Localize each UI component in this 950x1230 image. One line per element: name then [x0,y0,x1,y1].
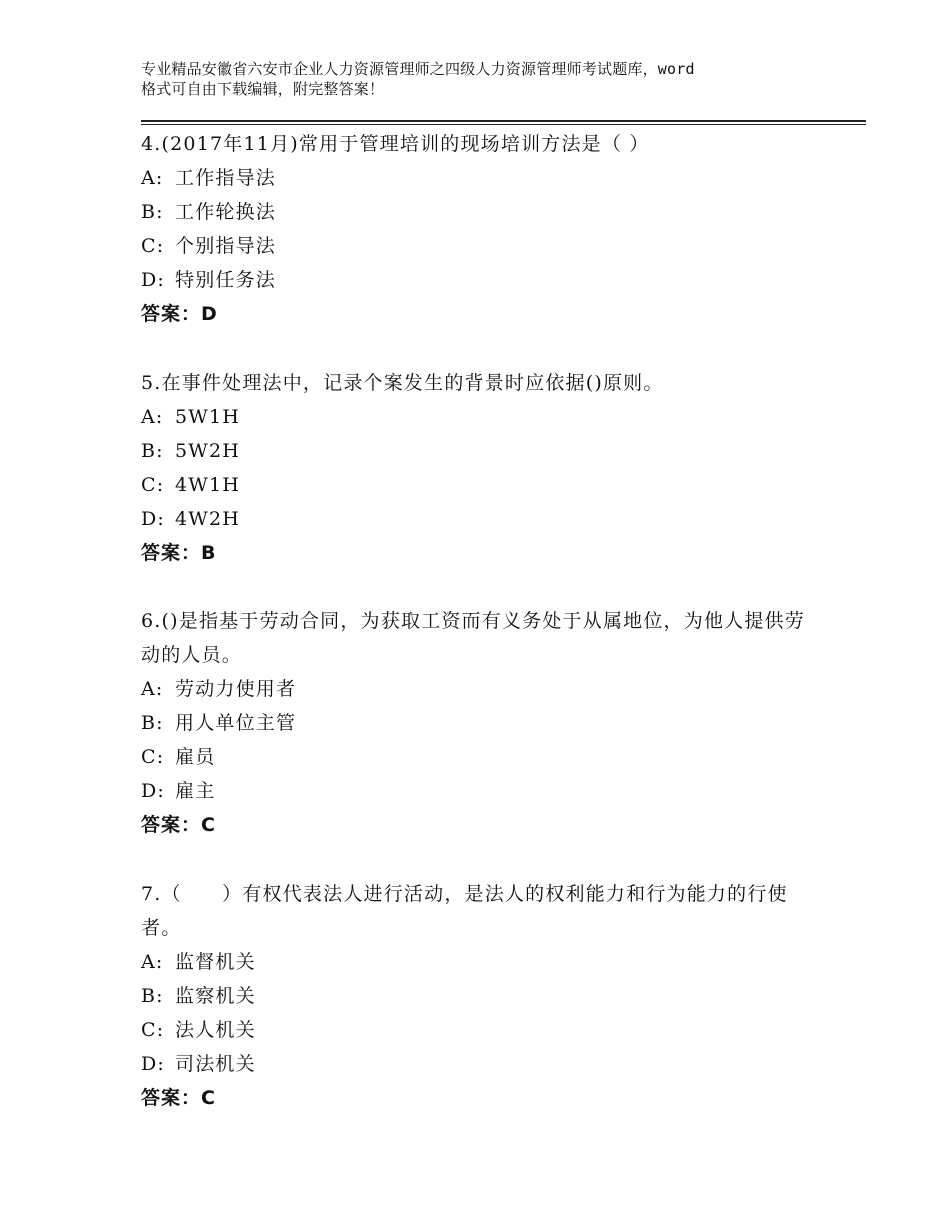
option-text: 5W2H [175,440,241,462]
question-6 [141,604,821,842]
option-key: D: [141,508,166,530]
question-stem: 5.在事件处理法中，记录个案发生的背景时应依据()原则。 [141,372,664,394]
answer-label: 答案：C [141,1087,216,1109]
option-key: A: [141,951,164,973]
option-a [141,672,821,706]
option-text: 个别指导法 [175,235,277,257]
option-key: C: [141,474,165,496]
option-key: D: [141,1053,166,1075]
option-key: B: [141,201,164,223]
option-b [141,195,821,229]
question-4 [141,127,821,331]
option-text: 4W1H [175,474,241,496]
header-line-1: 专业精品安徽省六安市企业人力资源管理师之四级人力资源管理师考试题库，word [141,60,695,78]
option-c [141,1013,821,1047]
option-text: 监察机关 [175,985,256,1007]
option-text: 5W1H [175,406,241,428]
header-line-2: 格式可自由下载编辑，附完整答案！ [141,80,385,98]
option-d [141,774,821,808]
option-text: 特别任务法 [175,269,277,291]
question-7 [141,877,821,1115]
option-key: B: [141,985,164,1007]
option-d [141,263,821,297]
option-c [141,468,821,502]
option-a [141,161,821,195]
option-c [141,229,821,263]
option-key: B: [141,440,164,462]
option-key: C: [141,746,165,768]
question-5 [141,366,821,570]
option-key: B: [141,712,164,734]
option-d [141,1047,821,1081]
option-text: 用人单位主管 [175,712,297,734]
answer-label: 答案：D [141,303,218,325]
option-text: 劳动力使用者 [175,678,297,700]
option-text: 司法机关 [175,1053,256,1075]
question-stem: 4.(2017年11月)常用于管理培训的现场培训方法是（ ） [141,133,650,155]
document-header [141,59,831,99]
header-divider-thin [141,124,866,125]
option-text: 4W2H [175,508,241,530]
option-text: 工作指导法 [175,167,277,189]
option-text: 监督机关 [175,951,256,973]
option-key: A: [141,406,164,428]
option-key: A: [141,167,164,189]
option-text: 工作轮换法 [175,201,277,223]
option-text: 雇员 [175,746,216,768]
option-b [141,706,821,740]
header-divider-thick [141,120,866,122]
option-key: C: [141,1019,165,1041]
option-key: D: [141,269,166,291]
answer-label: 答案：C [141,814,216,836]
question-stem: 6.()是指基于劳动合同，为获取工资而有义务处于从属地位，为他人提供劳动的人员。 [141,610,805,666]
option-c [141,740,821,774]
option-text: 法人机关 [175,1019,256,1041]
option-a [141,945,821,979]
option-d [141,502,821,536]
question-stem: 7.（ ）有权代表法人进行活动，是法人的权利能力和行为能力的行使者。 [141,883,788,939]
option-a [141,400,821,434]
option-b [141,434,821,468]
option-text: 雇主 [175,780,216,802]
option-b [141,979,821,1013]
option-key: C: [141,235,165,257]
answer-label: 答案：B [141,542,217,564]
option-key: D: [141,780,166,802]
option-key: A: [141,678,164,700]
